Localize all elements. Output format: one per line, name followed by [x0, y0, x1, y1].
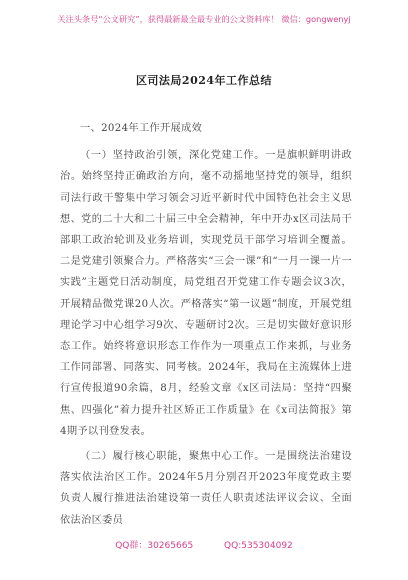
- paragraph-2: （二）履行核心职能，聚焦中心工作。一是围绕法治建设落实依法治区工作。2024年5月分别召开2023年度党政主要负责人履行推进法治建设第一责任人职责述法评议会议、全面依法治区委员: [60, 451, 352, 526]
- footer-qq-contact: QQ:535304092: [224, 541, 293, 551]
- footer: [0, 538, 408, 551]
- footer-qq-group: QQ群：30265665: [115, 541, 194, 551]
- document-title: 区司法局2024年工作总结: [135, 74, 273, 87]
- paragraph-1: （一）坚持政治引领，深化党建工作。一是旗帜鲜明讲政治。始终坚持正确政治方向，毫不动摇地坚持党的领导，组织司法行政干警集中学习领会习近平新时代中国特色社会主义思想、党的二十大和二十届三中全会精神，年中开办x区司法局干部职工政治轮训及业务培训，实现党员干部学习培训全覆盖。二是党建引领聚合力。严格落实“三会一课”和“一月一课一片一实践”主题党日活动制度，局党组召开党建工作专题会议3次，开展精品微党课20人次。严格落实“第一议题”制度，开展党组理论学习中心组学习9次、专题研讨2次。三是切实做好意识形态工作。始终将意识形态工作作为一项重点工作来抓，与业务工作同部署、同落实、同考核。2024年，我局在主流媒体上进行宣传报道90余篇，8月，经验文章《x区司法局：坚持“四聚焦、四强化”着力提升社区矫正工作质量》在《x司法简报》第4期予以刊登发表。: [60, 150, 352, 437]
- header-banner: 关注头条号“公文研究”，获得最新最全最专业的公文资料库！ 微信：gongwenyj: [57, 14, 351, 24]
- document-body: [60, 118, 352, 535]
- section-heading: 一、2024年工作开展成效: [80, 123, 203, 134]
